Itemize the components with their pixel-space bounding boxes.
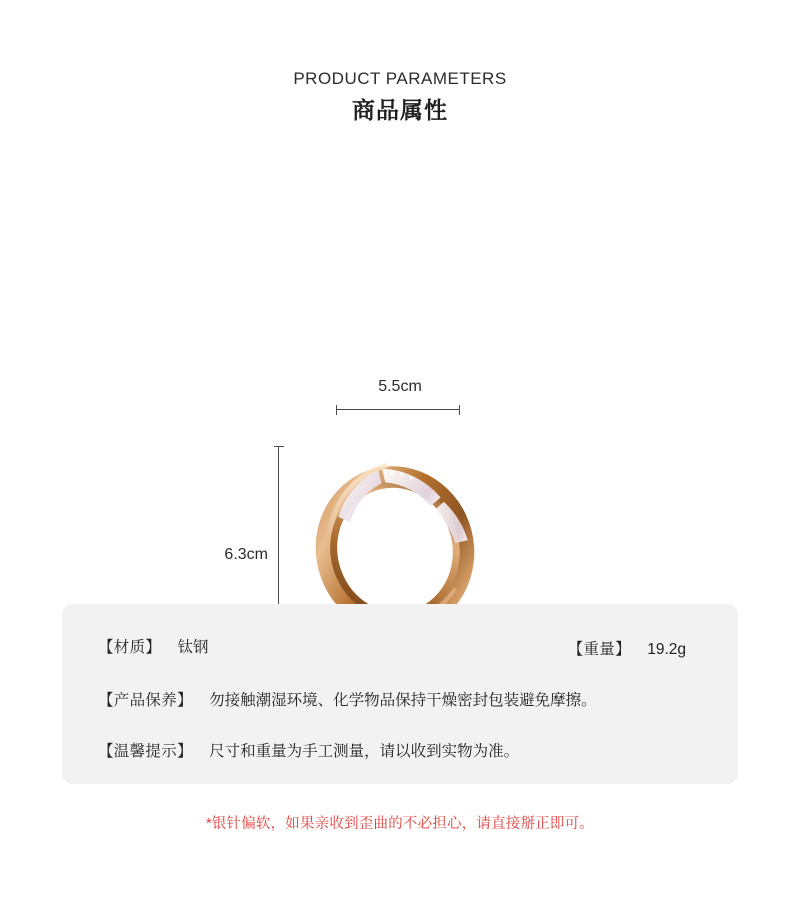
product-diagram [0, 180, 800, 600]
spec-material-value: 钛钢 [177, 639, 209, 656]
width-dimension-cap-left [336, 405, 337, 415]
spec-material-key: 【材质】 [98, 639, 162, 656]
spec-tip-value: 尺寸和重量为手工测量，请以收到实物为准。 [209, 743, 520, 760]
width-dimension-cap-right [459, 405, 460, 415]
page-header [0, 68, 800, 126]
height-dimension-cap-top [274, 446, 284, 447]
width-dimension-bar [336, 409, 460, 419]
width-dimension-label: 5.5cm [378, 378, 422, 395]
specification-panel [62, 604, 738, 784]
page-title-en: PRODUCT PARAMETERS [293, 69, 507, 88]
spec-row-tip [98, 741, 708, 763]
spec-care-value: 勿接触潮湿环境、化学物品保持干燥密封包装避免摩擦。 [209, 692, 597, 709]
spec-tip-key: 【温馨提示】 [98, 743, 193, 760]
footnote-text: *银针偏软，如果亲收到歪曲的不必担心，请直接掰正即可。 [205, 816, 595, 832]
spec-row-weight [568, 637, 686, 659]
page-title-cn: 商品属性 [352, 97, 448, 123]
height-dimension-label: 6.3cm [224, 546, 268, 563]
spec-weight-key: 【重量】 [567, 641, 631, 658]
width-dimension-line [336, 409, 460, 410]
spec-row-care [98, 690, 708, 712]
spec-care-key: 【产品保养】 [98, 692, 193, 709]
spec-weight-value: 19.2g [647, 641, 686, 658]
